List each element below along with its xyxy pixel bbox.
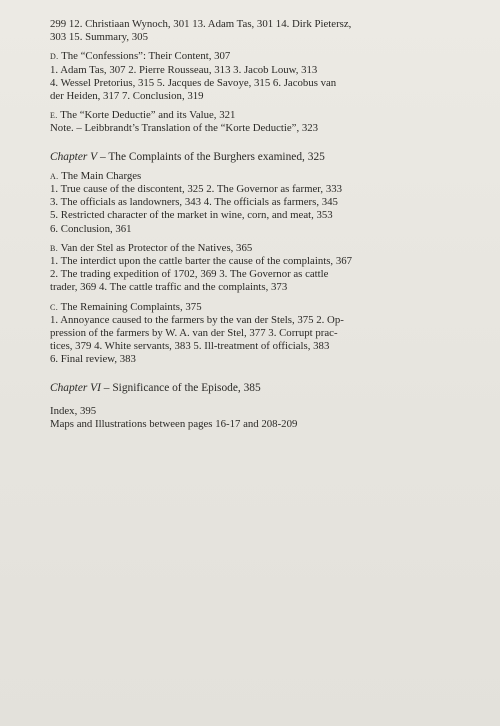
section-heading (50, 170, 450, 183)
toc-line: 1. Annoyance caused to the farmers by the van der Stels, 375 2. Op- (50, 313, 344, 326)
section-title: The “Confessions”: Their Content, 307 (61, 50, 231, 63)
section-heading (50, 109, 450, 122)
maps-entry: Maps and Illustrations between pages 16-17 and 208-209 (50, 418, 298, 431)
toc-line: 6. Final review, 383 (50, 353, 136, 366)
chapter-heading (50, 382, 450, 395)
section-letter: C. (50, 302, 59, 312)
section-note: Note. – Leibbrandt’s Translation of the “Korte Deductie”, 323 (50, 122, 319, 135)
toc-line: der Heiden, 317 7. Conclusion, 319 (50, 90, 204, 103)
section-letter: E. (50, 111, 58, 121)
toc-line: trader, 369 4. The cattle traffic and the complaints, 373 (50, 281, 288, 294)
toc-line: 1. The interdict upon the cattle barter the cause of the complaints, 367 (50, 255, 353, 268)
section-title: Van der Stel as Protector of the Natives, 365 (60, 241, 253, 254)
toc-line: 2. The trading expedition of 1702, 369 3. The Governor as cattle (50, 268, 329, 281)
section-heading (50, 50, 450, 63)
chapter-title: – Significance of the Episode, 385 (100, 381, 261, 394)
section-heading (50, 242, 450, 255)
toc-line: 6. Conclusion, 361 (50, 222, 132, 235)
section-e (50, 109, 450, 135)
chapter-6 (50, 382, 450, 395)
section-title: The Main Charges (61, 169, 142, 182)
toc-line: 1. True cause of the discontent, 325 2. The Governor as farmer, 333 (50, 183, 343, 196)
toc-line: 303 15. Summary, 305 (50, 31, 148, 44)
section-d (50, 50, 450, 103)
toc-line: 5. Restricted character of the market in wine, corn, and meat, 353 (50, 209, 333, 222)
chapter-heading (50, 151, 450, 164)
toc-line: 4. Wessel Pretorius, 315 5. Jacques de Savoye, 315 6. Jacobus van (50, 76, 337, 89)
section-c-tail (50, 18, 450, 44)
toc-line: 1. Adam Tas, 307 2. Pierre Rousseau, 313 3. Jacob Louw, 313 (50, 63, 318, 76)
chapter-5 (50, 151, 450, 367)
section-letter: D. (50, 52, 59, 62)
section-letter: B. (50, 243, 59, 253)
section-title: The Remaining Complaints, 375 (60, 300, 202, 313)
table-of-contents (50, 18, 450, 431)
section-title: The “Korte Deductie” and its Value, 321 (60, 109, 236, 122)
toc-line: tices, 379 4. White servants, 383 5. Ill-treatment of officials, 383 (50, 340, 330, 353)
section-heading (50, 301, 450, 314)
section-letter: A. (50, 171, 59, 181)
toc-line: 299 12. Christiaan Wynoch, 301 13. Adam Tas, 301 14. Dirk Pietersz, (50, 18, 352, 30)
chapter-label: Chapter V (50, 150, 98, 163)
back-matter (50, 405, 450, 431)
chapter-title: – The Complaints of the Burghers examined, 325 (97, 150, 325, 163)
chapter-label: Chapter VI (50, 381, 101, 394)
toc-line: 3. The officials as landowners, 343 4. The officials as farmers, 345 (50, 196, 338, 209)
index-entry: Index, 395 (50, 404, 97, 417)
toc-line: pression of the farmers by W. A. van der Stel, 377 3. Corrupt prac- (50, 327, 338, 340)
